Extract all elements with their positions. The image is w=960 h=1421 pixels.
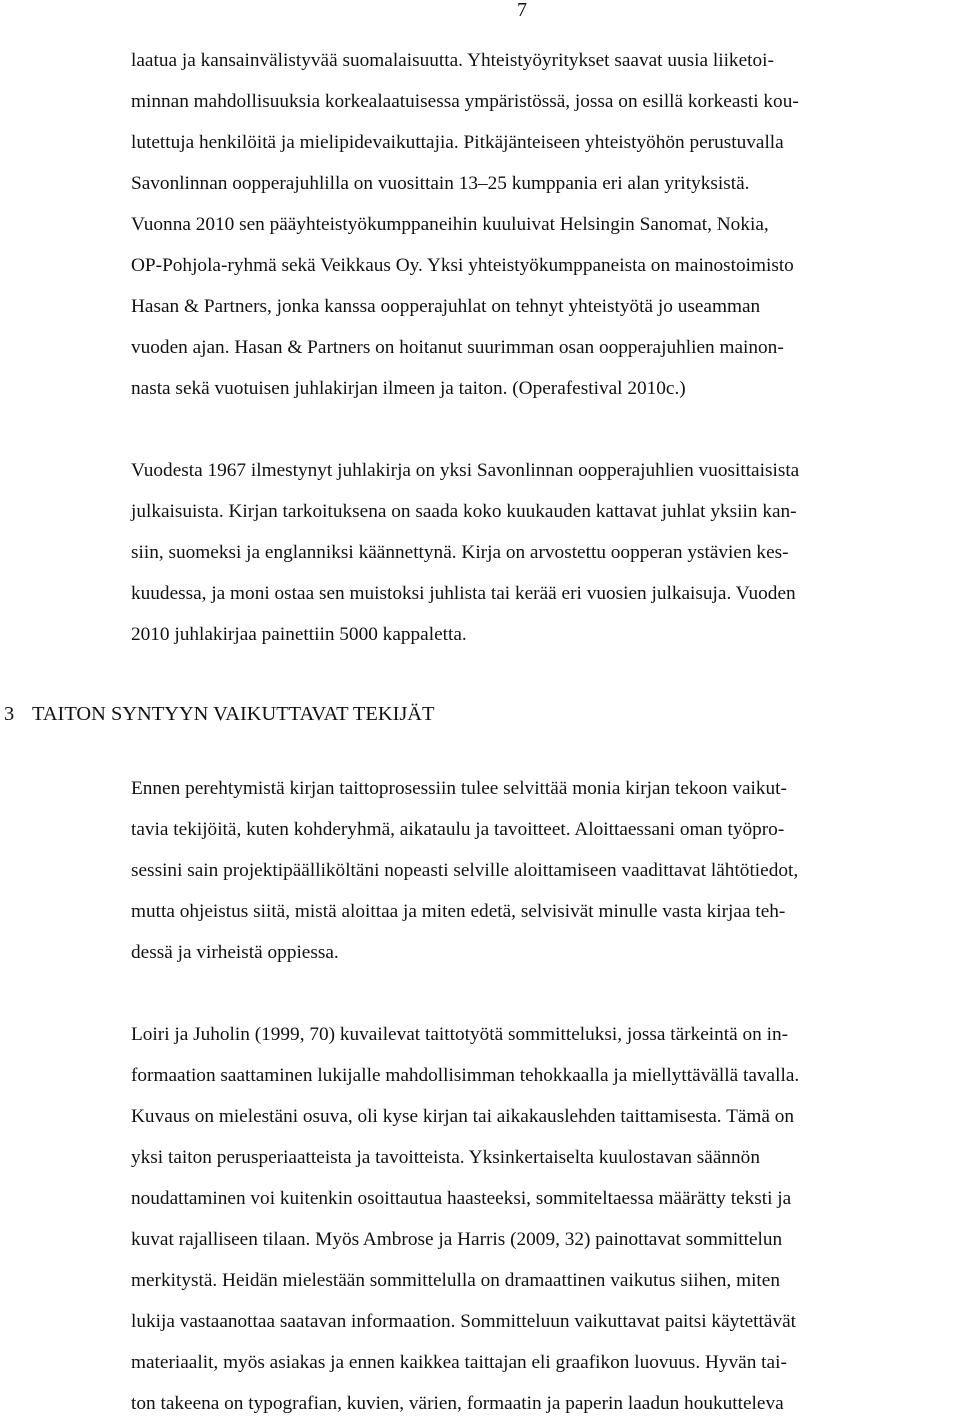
body-text-line: formaation saattaminen lukijalle mahdollisimman tehokkaalla ja miellyttävällä tavalla. xyxy=(131,1065,800,1086)
body-text-line: kuvat rajalliseen tilaan. Myös Ambrose ja Harris (2009, 32) painottavat sommittelun xyxy=(131,1229,783,1250)
body-text-line: tavia tekijöitä, kuten kohderyhmä, aikataulu ja tavoitteet. Aloittaessani oman työpro- xyxy=(131,819,785,840)
body-text-line: noudattaminen voi kuitenkin osoittautua haasteeksi, sommiteltaessa määrätty teksti ja xyxy=(131,1188,792,1209)
body-text-line: ton takeena on typografian, kuvien, värien, formaatin ja paperin laadun houkutteleva xyxy=(131,1393,784,1414)
body-text-line: julkaisuista. Kirjan tarkoituksena on saada koko kuukauden kattavat juhlat yksiin kan- xyxy=(131,501,797,522)
body-text-line: Savonlinnan oopperajuhlilla on vuosittain 13–25 kumppania eri alan yrityksistä. xyxy=(131,173,750,194)
body-text-line: Vuodesta 1967 ilmestynyt juhlakirja on yksi Savonlinnan oopperajuhlien vuosittaisista xyxy=(131,460,800,481)
body-text-line: 2010 juhlakirjaa painettiin 5000 kappaletta. xyxy=(131,624,467,645)
body-text-line: nasta sekä vuotuisen juhlakirjan ilmeen ja taiton. (Operafestival 2010c.) xyxy=(131,378,686,399)
body-text-line: OP-Pohjola-ryhmä sekä Veikkaus Oy. Yksi yhteistyökumppaneista on mainostoimisto xyxy=(131,255,794,276)
body-text-line: dessä ja virheistä oppiessa. xyxy=(131,942,339,963)
page-number: 7 xyxy=(517,0,527,21)
section-title: TAITON SYNTYYN VAIKUTTAVAT TEKIJÄT xyxy=(32,703,435,725)
section-heading xyxy=(4,700,434,728)
body-text-line: merkitystä. Heidän mielestään sommittelulla on dramaattinen vaikutus siihen, miten xyxy=(131,1270,780,1291)
section-number: 3 xyxy=(4,703,15,725)
body-text-line: Hasan & Partners, jonka kanssa oopperajuhlat on tehnyt yhteistyötä jo useamman xyxy=(131,296,761,317)
body-text-line: minnan mahdollisuuksia korkealaatuisessa ympäristössä, jossa on esillä korkeasti kou- xyxy=(131,91,799,112)
body-text-line: kuudessa, ja moni ostaa sen muistoksi juhlista tai kerää eri vuosien julkaisuja. Vuoden xyxy=(131,583,796,604)
body-text-line: sessini sain projektipäälliköltäni nopeasti selville aloittamiseen vaadittavat lähtötiedot, xyxy=(131,860,799,881)
body-text-line: mutta ohjeistus siitä, mistä aloittaa ja miten edetä, selvisivät minulle vasta kirjaa teh- xyxy=(131,901,786,922)
body-text-line: Kuvaus on mielestäni osuva, oli kyse kirjan tai aikakauslehden taittamisesta. Tämä on xyxy=(131,1106,795,1127)
body-text-line: vuoden ajan. Hasan & Partners on hoitanut suurimman osan oopperajuhlien mainon- xyxy=(131,337,784,358)
body-text-line: materiaalit, myös asiakas ja ennen kaikkea taittajan eli graafikon luovuus. Hyvän tai- xyxy=(131,1352,787,1373)
body-text-line: Loiri ja Juholin (1999, 70) kuvailevat taittotyötä sommitteluksi, jossa tärkeintä on in- xyxy=(131,1024,789,1045)
body-text-line: lutettuja henkilöitä ja mielipidevaikuttajia. Pitkäjänteiseen yhteistyöhön perustuvalla xyxy=(131,132,784,153)
body-text-line: siin, suomeksi ja englanniksi käännettynä. Kirja on arvostettu oopperan ystävien kes- xyxy=(131,542,789,563)
body-text-line: Vuonna 2010 sen pääyhteistyökumppaneihin kuuluivat Helsingin Sanomat, Nokia, xyxy=(131,214,769,235)
body-text-line: yksi taiton perusperiaatteista ja tavoitteista. Yksinkertaiselta kuulostavan säännön xyxy=(131,1147,760,1168)
body-text-line: laatua ja kansainvälistyvää suomalaisuutta. Yhteistyöyritykset saavat uusia liiketoi- xyxy=(131,50,774,71)
body-text-line: lukija vastaanottaa saatavan informaation. Sommitteluun vaikuttavat paitsi käytettävät xyxy=(131,1311,797,1332)
body-text-line: Ennen perehtymistä kirjan taittoprosessiin tulee selvittää monia kirjan tekoon vaikut- xyxy=(131,778,787,799)
